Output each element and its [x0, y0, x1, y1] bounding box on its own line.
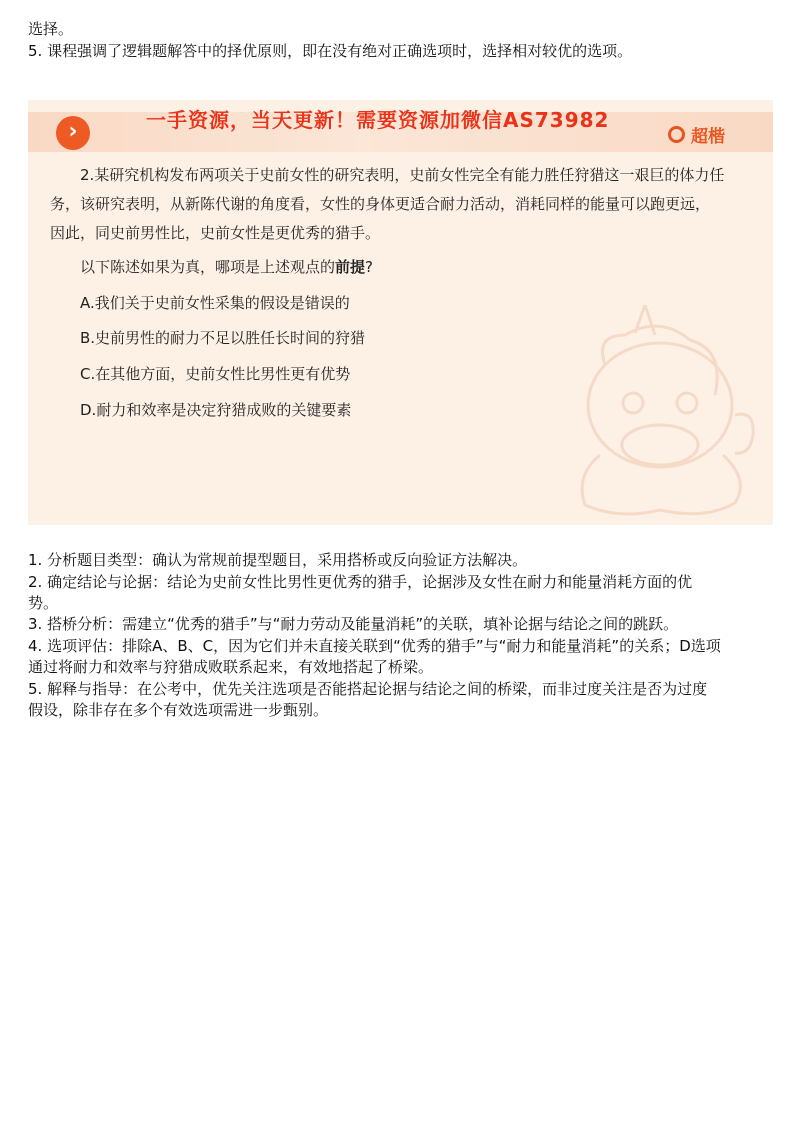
brand-name: 超楷 — [691, 127, 725, 147]
analysis-line: 4. 选项评估：排除A、B、C，因为它们并未直接关联到“优秀的猎手”与“耐力和能量消耗”的关系；D选项 — [28, 637, 721, 655]
prompt-bold: 前提 — [335, 258, 366, 276]
question-screenshot-panel — [28, 100, 773, 525]
unicorn-mascot-icon — [565, 305, 755, 520]
prompt-prefix: 以下陈述如果为真，哪项是上述观点的 — [80, 258, 336, 276]
question-text-line: 2.某研究机构发布两项关于史前女性的研究表明，史前女性完全有能力胜任狩猎这一艰巨的体力任 — [80, 166, 725, 184]
top-text-line: 5. 课程强调了逻辑题解答中的择优原则，即在没有绝对正确选项时，选择相对较优的选项。 — [28, 42, 633, 60]
analysis-line: 通过将耐力和效率与狩猎成败联系起来，有效地搭起了桥梁。 — [28, 658, 434, 676]
analysis-line: 2. 确定结论与论据：结论为史前女性比男性更优秀的猎手，论据涉及女性在耐力和能量消耗方面的优 — [28, 573, 693, 591]
analysis-line: 1. 分析题目类型：确认为常规前提型题目，采用搭桥或反向验证方法解决。 — [28, 551, 528, 569]
prompt-suffix: ? — [365, 258, 373, 276]
banner-text: 一手资源，当天更新！需要资源加微信AS73982 — [146, 108, 610, 132]
arrow-right-icon: › — [56, 116, 90, 150]
question-prompt — [80, 256, 373, 277]
analysis-line: 3. 搭桥分析：需建立“优秀的猎手”与“耐力劳动及能量消耗”的关联，填补论据与结论之间的跳跃。 — [28, 615, 679, 633]
analysis-line: 假设，除非存在多个有效选项需进一步甄别。 — [28, 701, 329, 719]
option-c: C.在其他方面，史前女性比男性更有优势 — [80, 365, 351, 383]
brand-logo — [668, 122, 725, 147]
question-text-line: 务，该研究表明，从新陈代谢的角度看，女性的身体更适合耐力活动，消耗同样的能量可以跑更远， — [50, 195, 711, 213]
brand-circle-icon — [668, 126, 685, 143]
analysis-line: 5. 解释与指导：在公考中，优先关注选项是否能搭起论据与结论之间的桥梁，而非过度关注是否为过度 — [28, 680, 708, 698]
analysis-line: 势。 — [28, 594, 59, 612]
option-b: B.史前男性的耐力不足以胜任长时间的狩猎 — [80, 329, 366, 347]
question-text-line: 因此，同史前男性比，史前女性是更优秀的猎手。 — [50, 224, 381, 242]
option-d: D.耐力和效率是决定狩猎成败的关键要素 — [80, 401, 352, 419]
option-a: A.我们关于史前女性采集的假设是错误的 — [80, 294, 350, 312]
top-text-line: 选择。 — [28, 20, 74, 38]
